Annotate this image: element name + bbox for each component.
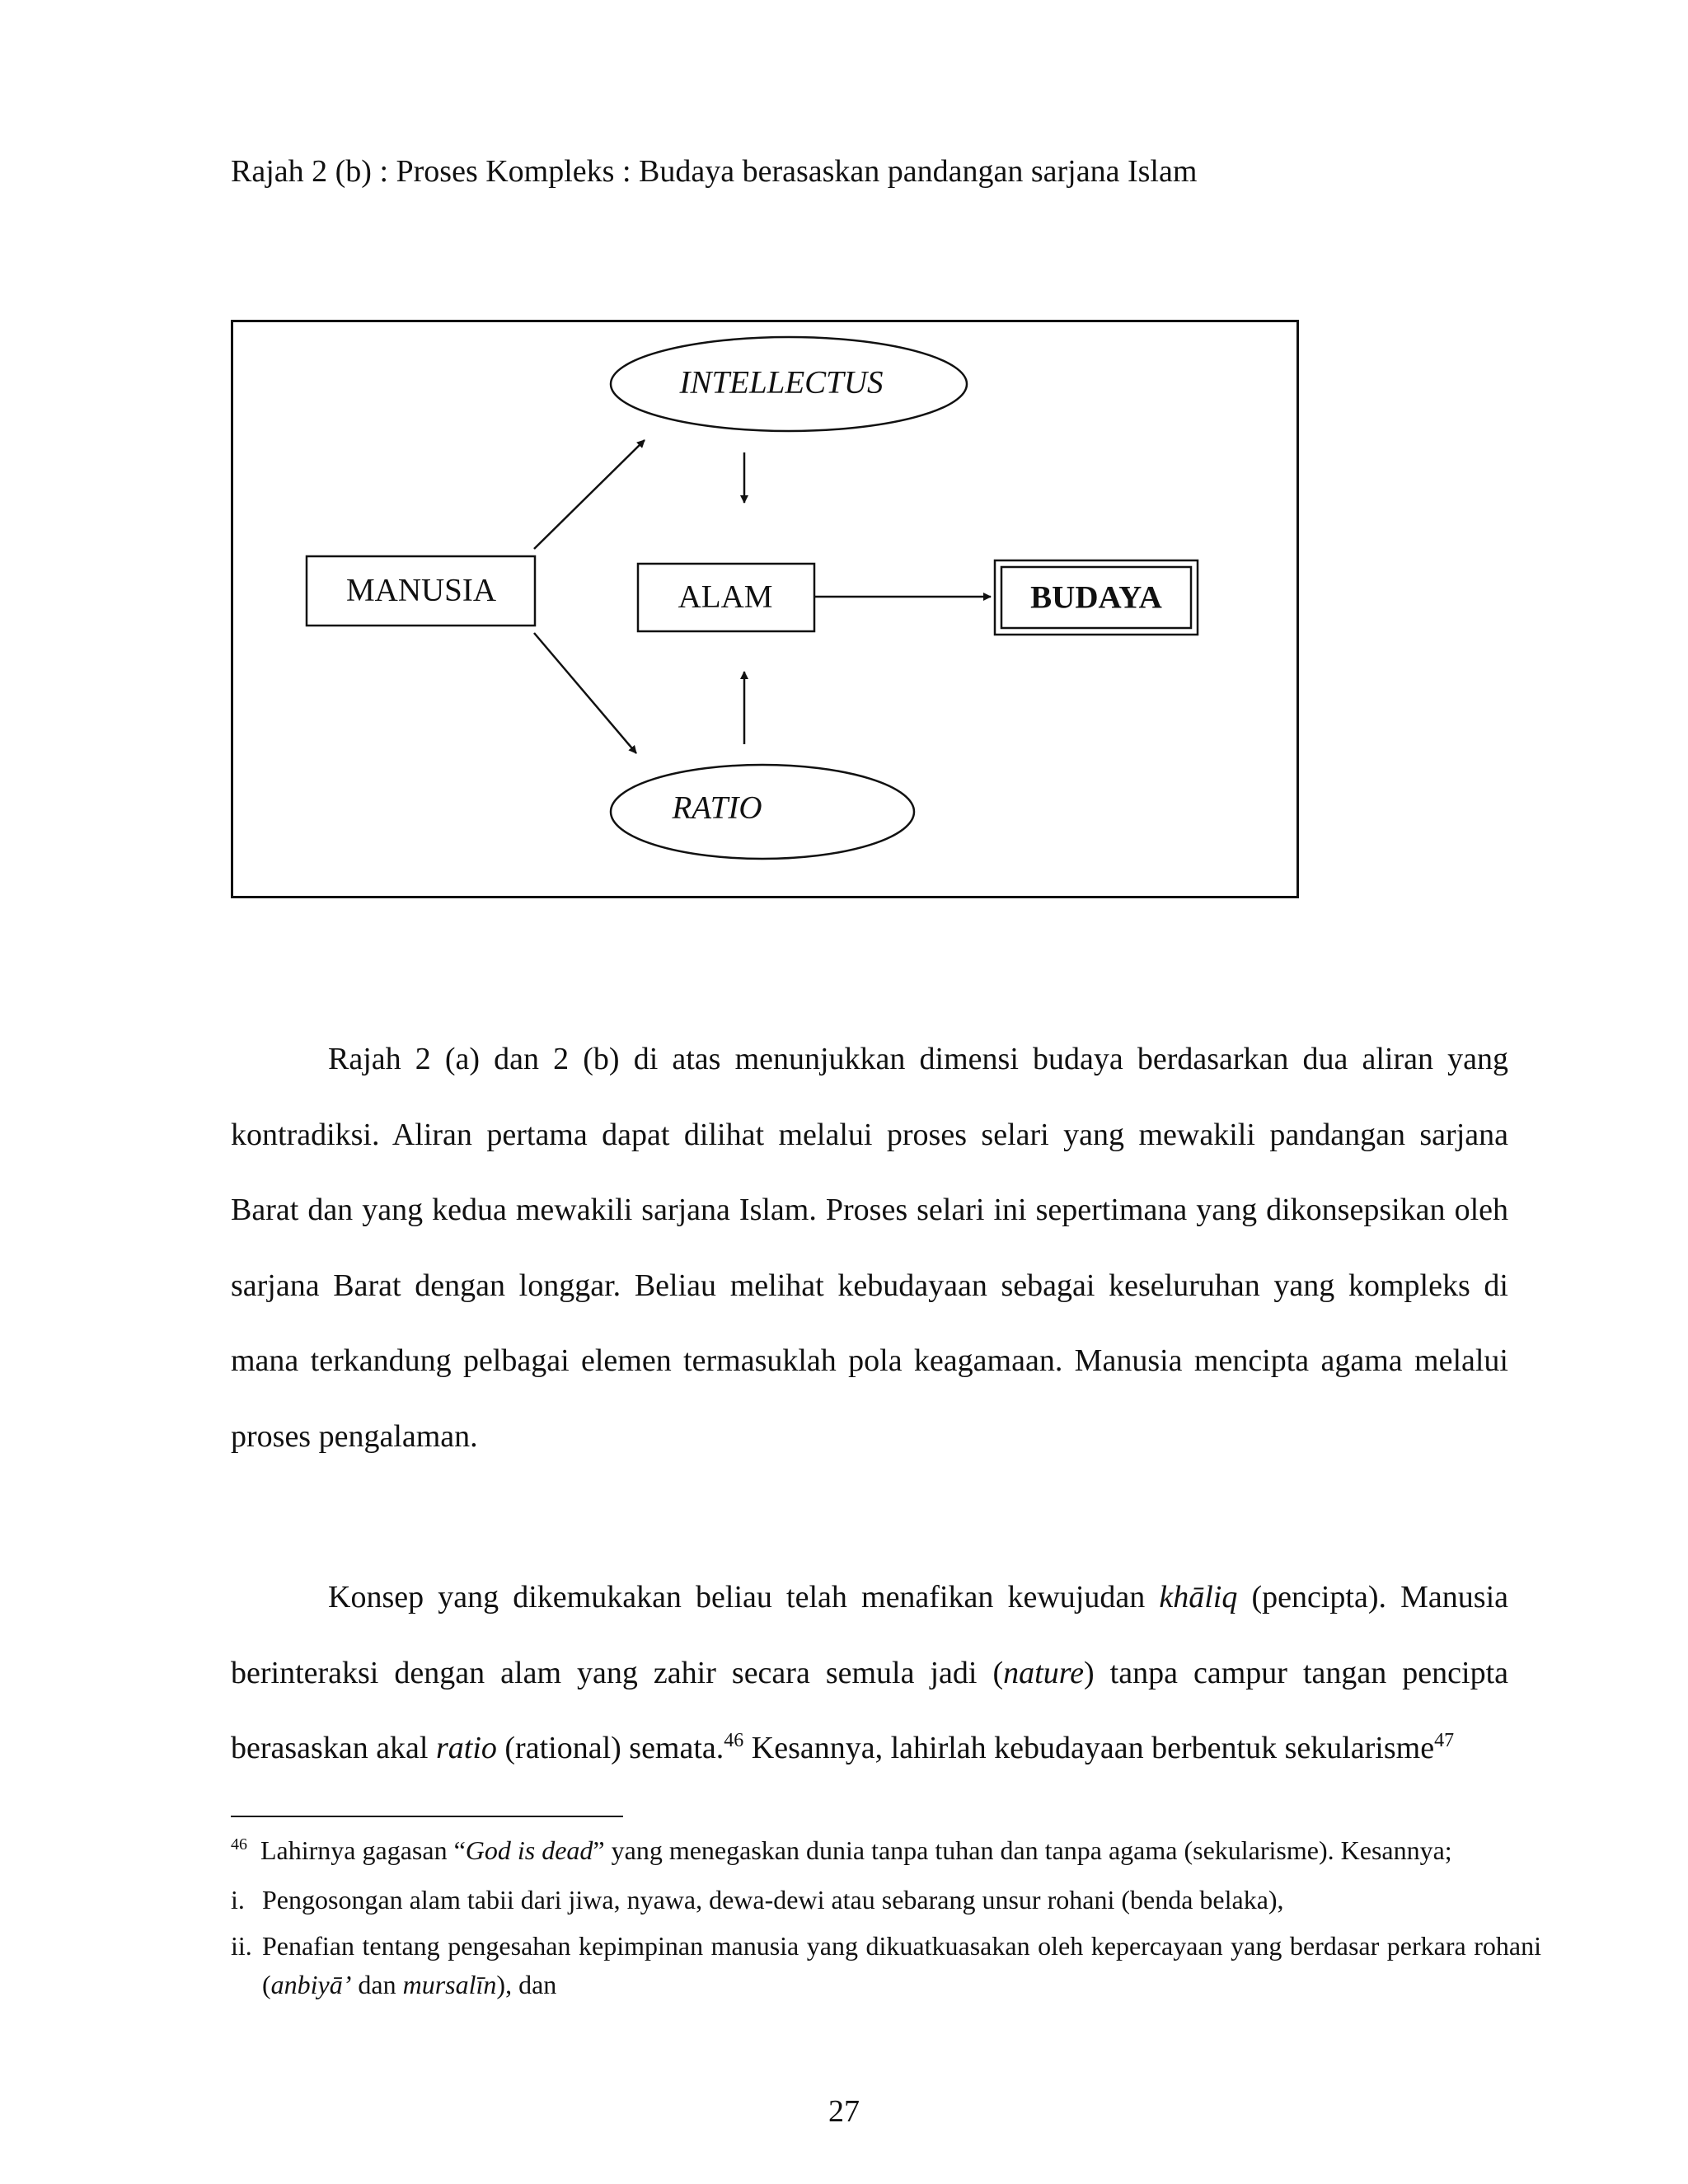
term-anbiya: anbiyā’ (270, 1970, 352, 1999)
paragraph-2-text: Konsep yang dikemukakan beliau telah menafikan kewujudan (328, 1580, 1160, 1615)
footnote-46 (231, 1831, 1510, 1870)
footnote-item-text: ), dan (496, 1970, 557, 1999)
term-nature: nature (1003, 1655, 1084, 1690)
ratio-node (611, 765, 914, 859)
footnote-text: Lahirnya gagasan “ (260, 1835, 466, 1865)
paragraph-2-text: ) tanpa campur tangan pencipta berasaskan akal (231, 1655, 1508, 1765)
footnote-item-text: Penafian tentang pengesahan kepimpinan manusia yang dikuatkuasakan oleh kepercayaan yang berdasar perkara rohani ( (262, 1931, 1541, 1999)
footnote-ref-47[interactable]: 47 (1434, 1730, 1455, 1751)
alam-label: ALAM (678, 579, 773, 615)
footnote-item-label: i. (231, 1885, 245, 1915)
paragraph-1 (231, 1022, 1508, 1474)
term-ratio: ratio (436, 1731, 497, 1765)
footnote-item-i (231, 1881, 1510, 1919)
paragraph-2-text: (pencipta). Manusia berinteraksi dengan alam yang zahir secara semula jadi ( (231, 1580, 1509, 1690)
footnote-divider (231, 1816, 623, 1817)
page-number: 27 (828, 2094, 860, 2129)
manusia-label: MANUSIA (345, 572, 497, 608)
arrow-manusia-intellectus (534, 440, 645, 549)
paragraph-2-text: (rational) semata. (496, 1731, 724, 1765)
footnote-item-ii (231, 1927, 1541, 2004)
intellectus-label: INTELLECTUS (679, 364, 884, 401)
arrow-manusia-ratio (534, 633, 636, 753)
footnote-number: 46 (231, 1835, 247, 1854)
ratio-label: RATIO (672, 790, 762, 826)
footnote-quote: God is dead (465, 1835, 593, 1865)
diagram (231, 320, 1299, 898)
footnote-item-text: Pengosongan alam tabii dari jiwa, nyawa, dewa-dewi atau sebarang unsur rohani (benda belaka), (262, 1885, 1284, 1915)
figure-caption: Rajah 2 (b) : Proses Kompleks : Budaya berasaskan pandangan sarjana Islam (231, 154, 1198, 189)
paragraph-2-text: Kesannya, lahirlah kebudayaan berbentuk sekularisme (743, 1731, 1435, 1765)
footnote-ref-46[interactable]: 46 (724, 1730, 744, 1751)
paragraph-2 (231, 1560, 1508, 1787)
paragraph-1-text: Rajah 2 (a) dan 2 (b) di atas menunjukkan dimensi budaya berdasarkan dua aliran yang kontradiksi. Aliran pertama dapat dilihat melalui proses selari yang mewakili pandangan sarjana Barat dan yang kedua mewakili sarjana Islam. Proses selari ini sepertimana yang dikonsepsikan oleh sarjana Barat dengan longgar. Beliau melihat kebudayaan sebagai keseluruhan yang kompleks di mana terkandung pelbagai elemen termasuklah pola keagamaan. Manusia mencipta agama melalui proses pengalaman. (231, 1042, 1508, 1454)
footnote-item-label: ii. (231, 1931, 252, 1961)
footnote-item-text: dan (351, 1970, 403, 1999)
term-khaliq: khāliq (1159, 1580, 1238, 1615)
term-mursalin: mursalīn (402, 1970, 497, 1999)
footnote-text: ” yang menegaskan dunia tanpa tuhan dan tanpa agama (sekularisme). Kesannya; (593, 1835, 1452, 1865)
budaya-label: BUDAYA (1030, 579, 1162, 616)
